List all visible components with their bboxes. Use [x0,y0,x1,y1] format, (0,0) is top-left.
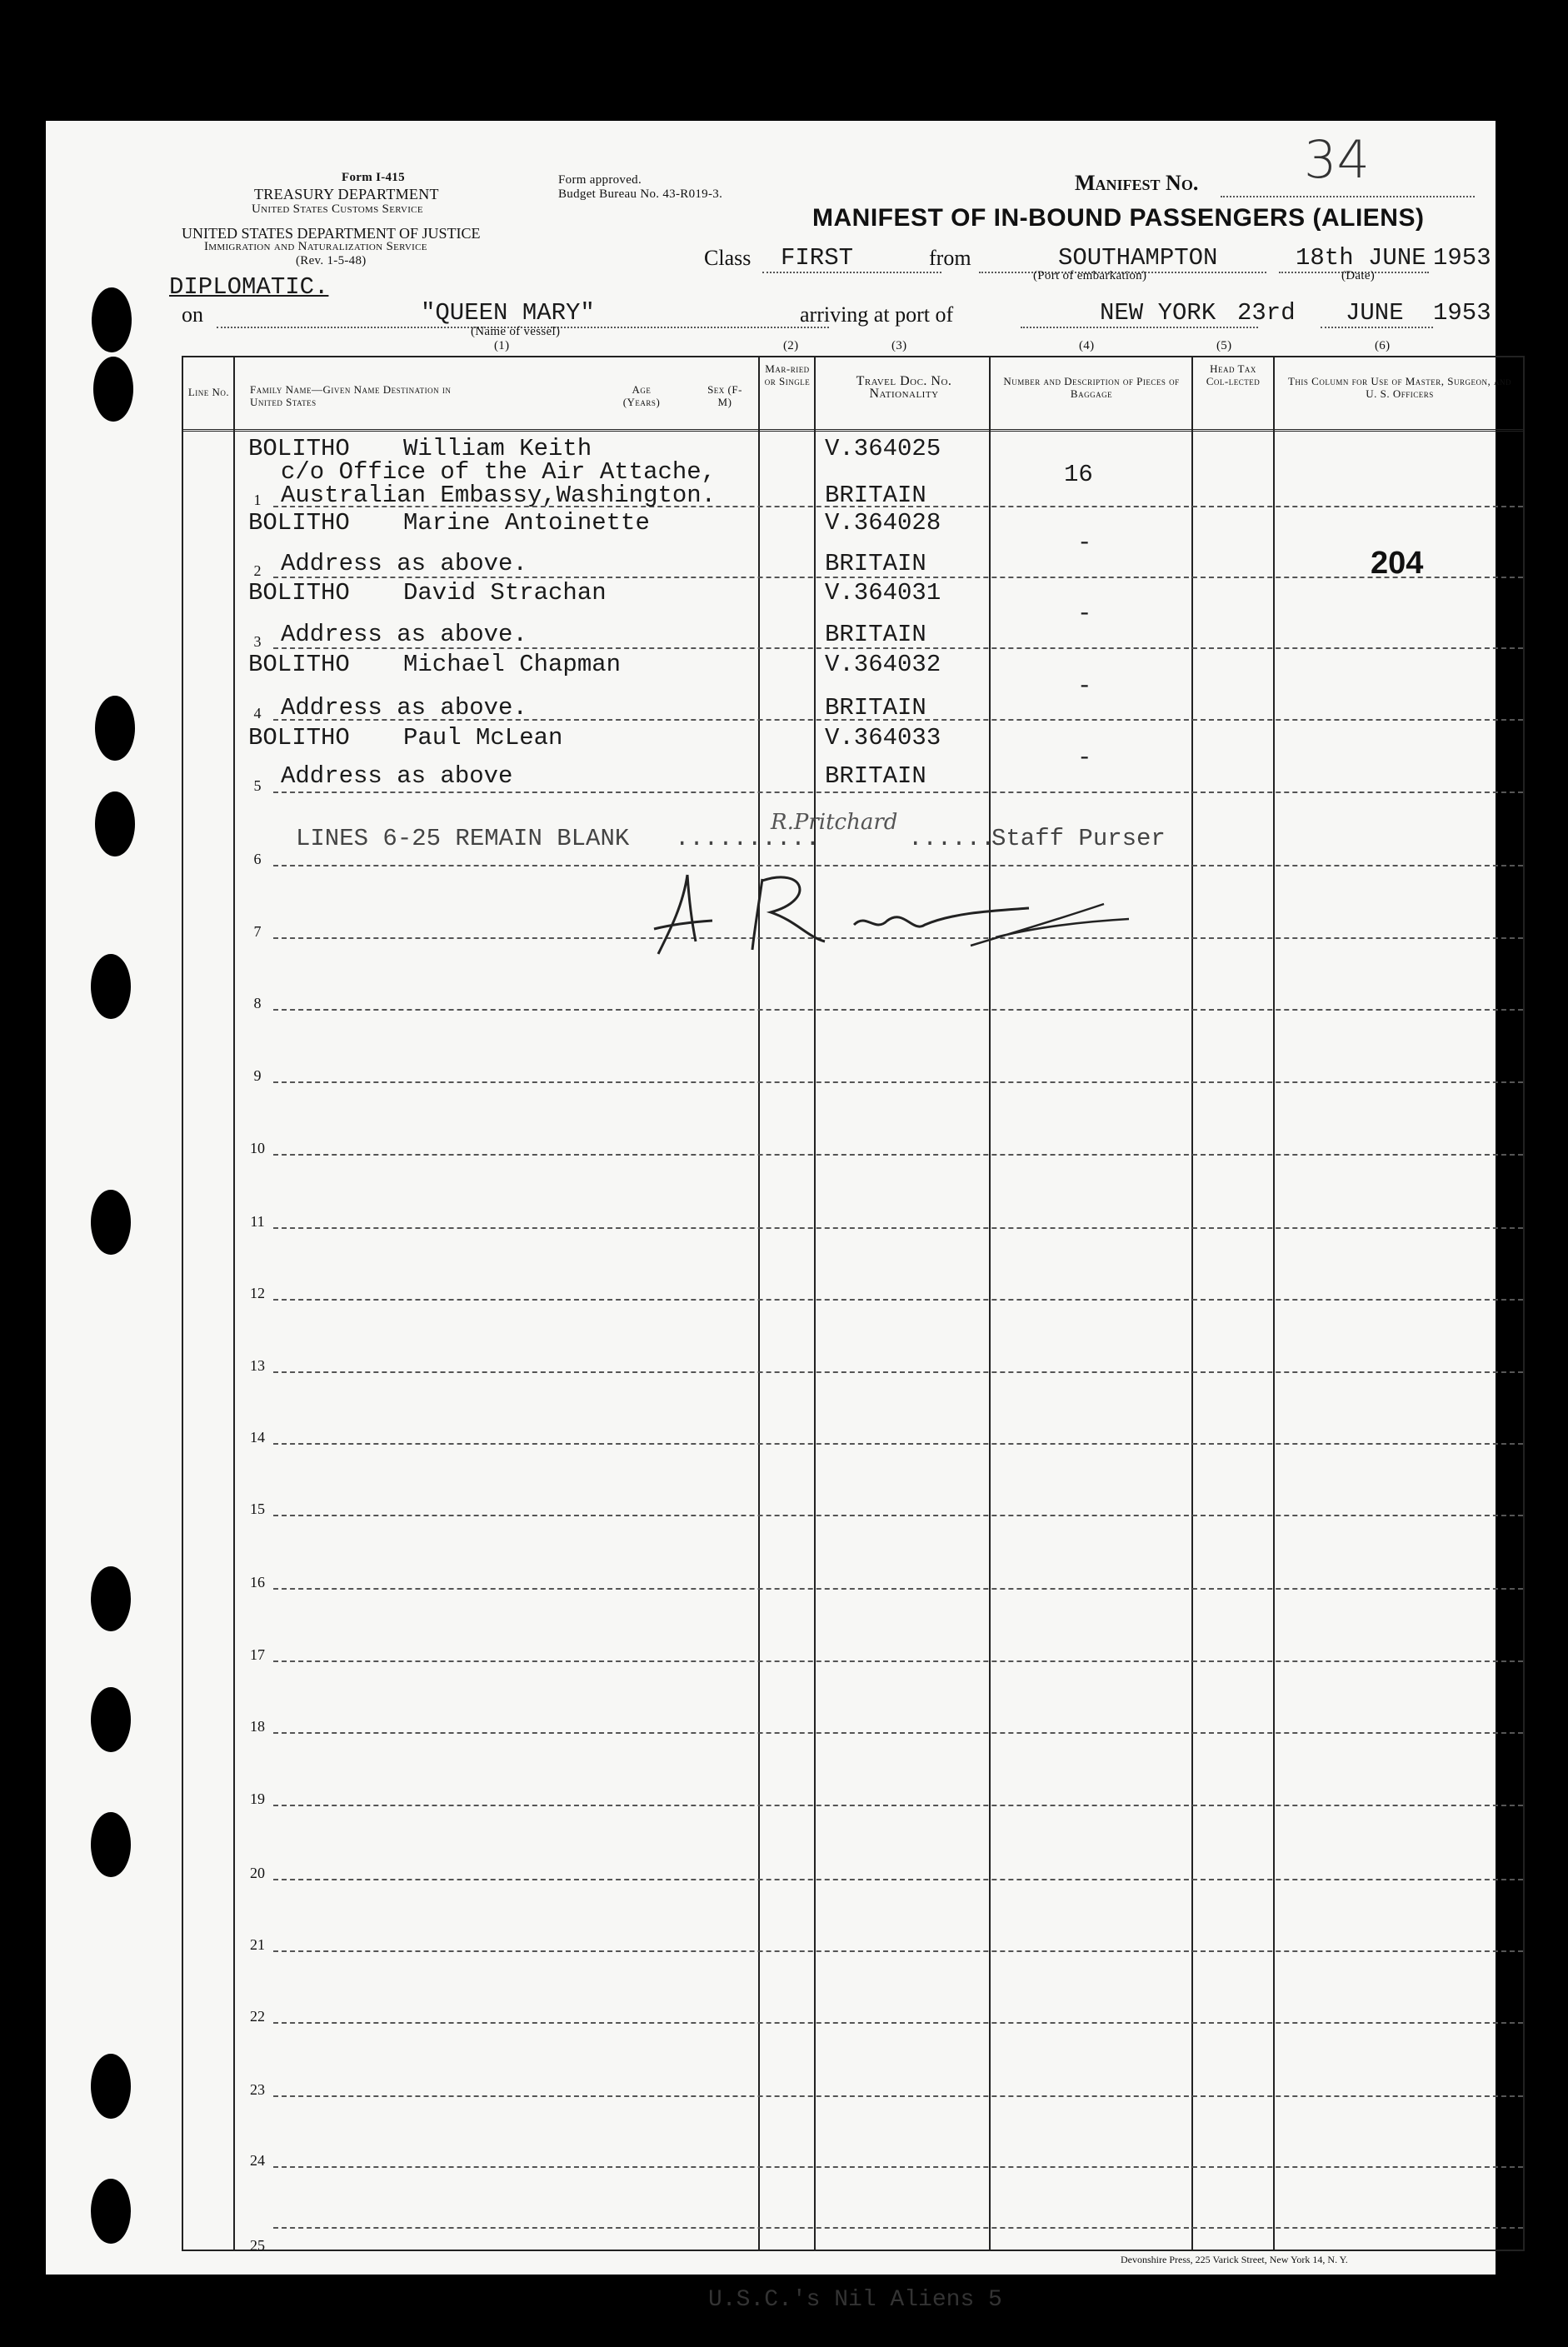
arrival-port: NEW YORK [1021,299,1258,328]
row-number: 18 [250,1718,265,1735]
row-number: 14 [250,1429,265,1446]
column-divider [1273,356,1275,2251]
col-header-travel-doc: Travel Doc. No. Nationality [856,374,952,401]
passenger-travel-doc: V.364031 [825,579,941,607]
passenger-given-name: Marine Antoinette [403,509,650,537]
row-line [273,1227,1523,1229]
header-divider [182,429,1525,432]
punch-hole [92,287,132,352]
passenger-baggage: - [1077,600,1092,627]
passenger-nationality: BRITAIN [825,550,926,577]
row-line [273,2166,1523,2168]
arrival-month: JUNE [1321,299,1433,328]
department-of-justice: UNITED STATES DEPARTMENT OF JUSTICE [182,225,481,242]
row-line [273,1371,1523,1373]
passenger-travel-doc: V.364025 [825,435,941,462]
from-label: from [929,246,971,270]
vessel-value: "QUEEN MARY" [217,299,829,328]
diplomatic-mark: DIPLOMATIC. [169,273,329,301]
row-line [273,1299,1523,1301]
col-header-baggage: Number and Description of Pieces of Baggage [1003,375,1180,400]
date-note: (Date) [1341,269,1376,282]
row-number: 13 [250,1357,265,1374]
manifest-no-value: 34 [1304,129,1370,190]
punch-hole [91,2179,131,2244]
from-value: SOUTHAMPTON [979,244,1266,273]
punch-hole [91,1687,131,1752]
dotted-leader: ...... [908,825,996,852]
col-number: (6) [1375,339,1391,352]
row-number: 25 [250,2237,265,2254]
passenger-destination: c/o Office of the Air Attache, [281,458,717,486]
col-header-head-tax: Head Tax Col-lected [1206,362,1261,387]
row-number: 24 [250,2152,265,2169]
departure-year: 1953 [1433,244,1491,272]
row-number: 8 [253,995,262,1011]
passenger-given-name: Paul McLean [403,724,563,752]
row-line [273,1009,1523,1011]
row-number: 17 [250,1646,265,1663]
row-number: 10 [250,1140,265,1156]
passenger-destination: Address as above [281,762,513,790]
passenger-family-name: BOLITHO [248,651,350,678]
dotted-leader: .......... [675,825,821,852]
row-line [273,1732,1523,1734]
passenger-nationality: BRITAIN [825,762,926,790]
punch-hole [91,954,131,1019]
row-number: 23 [250,2081,265,2098]
row-line [273,2095,1523,2097]
row-number: 6 [253,851,262,867]
passenger-given-name: David Strachan [403,579,607,607]
row-number: 15 [250,1501,265,1517]
passenger-destination: Address as above. [281,550,527,577]
arrival-date: 23rd [1237,299,1296,327]
row-line [273,1879,1523,1880]
passenger-given-name: Michael Chapman [403,651,622,678]
form-number: Form I-415 [342,171,405,184]
immigration-service: Immigration and Naturalization Service [204,240,427,253]
col-header-line-no: Line No. [187,386,230,398]
row-line [273,1660,1523,1662]
budget-bureau: Budget Bureau No. 43-R019-3. [558,187,723,201]
usc-summary: U.S.C.'s Nil Aliens 5 [708,2287,1002,2313]
vessel-note: (Name of vessel) [471,325,561,338]
col-number: (2) [783,339,799,352]
passenger-baggage: - [1077,744,1092,772]
official-stamp: 204 [1371,546,1424,581]
row-number: 11 [250,1213,265,1230]
punch-hole [93,357,133,422]
punch-hole [91,1566,131,1631]
customs-service: United States Customs Service [252,202,423,216]
passenger-baggage: 16 [1064,461,1093,488]
row-number: 16 [250,1574,265,1590]
departure-date: 18th JUNE [1279,244,1429,273]
row-number: 22 [250,2008,265,2025]
purser-signature: R.Pritchard [771,810,898,835]
passenger-destination: Address as above. [281,621,527,648]
punch-hole [95,791,135,856]
arriving-label: arriving at port of [800,302,954,327]
class-label: Class [704,246,752,270]
passenger-nationality: BRITAIN [825,694,926,722]
row-line [273,1805,1523,1806]
passenger-family-name: BOLITHO [248,509,350,537]
col-number: (5) [1216,339,1232,352]
passenger-travel-doc: V.364033 [825,724,941,752]
manifest-no-line [1221,196,1475,197]
column-divider [989,356,991,2251]
row-number: 7 [253,923,262,940]
manifest-no-label: Manifest No. [1075,171,1199,195]
officer-signature [637,862,1154,962]
passenger-nationality: BRITAIN [825,482,926,509]
passenger-travel-doc: V.364028 [825,509,941,537]
row-number: 3 [253,633,262,650]
on-label: on [182,302,203,327]
column-divider [1191,356,1193,2251]
printer-imprint: Devonshire Press, 225 Varick Street, New York 14, N. Y. [1121,2254,1348,2265]
manifest-page [46,121,1512,2313]
row-line [273,1081,1523,1083]
vessel-col-number: (1) [494,339,510,352]
punch-hole [91,1190,131,1255]
revision: (Rev. 1-5-48) [296,254,367,267]
row-line [273,2022,1523,2024]
passenger-family-name: BOLITHO [248,724,350,752]
row-line [273,1443,1523,1445]
staff-purser-label: Staff Purser [991,825,1166,852]
row-number: 4 [253,705,262,722]
passenger-destination: Australian Embassy,Washington. [281,482,717,509]
passenger-travel-doc: V.364032 [825,651,941,678]
row-number: 12 [250,1285,265,1301]
row-number: 9 [253,1067,262,1084]
form-approved: Form approved. [558,173,642,187]
col-header-age: Age (Years) [622,383,661,408]
col-header-official: This Column for Use of Master, Surgeon, and U. S. Officers [1287,375,1512,400]
punch-hole [95,696,135,761]
column-divider [758,356,760,2251]
row-number: 19 [250,1790,265,1807]
port-embarkation-note: (Port of embarkation) [1033,269,1147,282]
row-number: 2 [253,562,262,579]
row-line [273,2227,1523,2229]
col-number: (4) [1079,339,1095,352]
arrival-year: 1953 [1433,299,1491,327]
row-number: 5 [253,777,262,794]
row-line [273,791,1523,793]
row-number: 21 [250,1936,265,1953]
row-line [273,1950,1523,1952]
punch-hole [91,2054,131,2119]
row-line [273,1154,1523,1156]
passenger-given-name: William Keith [403,435,592,462]
col-header-name: Family Name—Given Name Destination in United States [250,383,452,408]
column-divider [814,356,816,2251]
passenger-nationality: BRITAIN [825,621,926,648]
col-header-married: Mar-ried or Single [764,362,811,387]
class-value: FIRST [762,244,941,273]
treasury-department: TREASURY DEPARTMENT [254,186,439,202]
row-line [273,1515,1523,1516]
passenger-destination: Address as above. [281,694,527,722]
passenger-baggage: - [1077,529,1092,557]
passenger-family-name: BOLITHO [248,435,350,462]
row-line [273,1588,1523,1590]
col-header-sex: Sex (F-M) [707,383,742,408]
row-number: 1 [253,492,262,508]
passenger-baggage: - [1077,672,1092,700]
remain-blank-note: LINES 6-25 REMAIN BLANK [296,825,630,852]
row-number: 20 [250,1865,265,1881]
column-divider [233,356,235,2251]
page-title: MANIFEST OF IN-BOUND PASSENGERS (ALIENS) [812,204,1425,232]
passenger-family-name: BOLITHO [248,579,350,607]
col-number: (3) [891,339,907,352]
punch-hole [91,1812,131,1877]
